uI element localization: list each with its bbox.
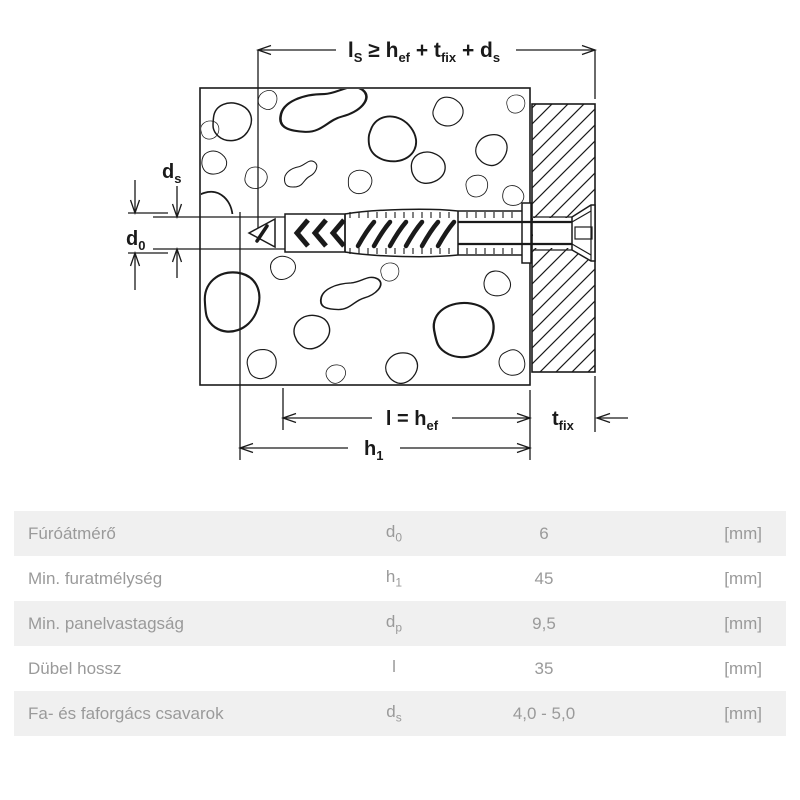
table-row [14,511,786,556]
dim-h1-label: $h_1$ [364,438,384,463]
dim-l-hef-label: $l = h_{ef}$ [385,408,439,433]
row-value: 4,0 - 5,0 [512,703,576,723]
row-symbol: $d_0$ [385,522,403,545]
row-value: 45 [534,568,554,588]
dim-tfix-label: $t_{fix}$ [552,408,574,433]
row-value: 9,5 [532,613,556,633]
dim-ds-label: $d_s$ [162,161,182,186]
row-label: Min. furatmélység [28,568,163,588]
row-label: Fúróátmérő [28,523,116,543]
table-row [14,601,786,646]
table-row [14,646,786,691]
row-symbol: $d_s$ [386,702,402,725]
row-value: 35 [534,658,554,678]
row-symbol: $d_p$ [385,612,403,635]
formula-ls-label: $l_S \ge h_{ef} + t_{fix} + d_s$ [347,39,501,65]
row-unit: [mm] [724,568,762,588]
table-row [14,556,786,601]
row-label: Dübel hossz [28,658,122,678]
row-symbol: $h_1$ [385,567,403,590]
row-value: 6 [539,523,549,543]
dim-d0-label: $d_0$ [126,228,146,253]
row-label: Fa- és faforgács csavarok [28,703,224,723]
row-unit: [mm] [724,703,762,723]
dowel-collar [522,203,531,263]
row-unit: [mm] [724,613,762,633]
spec-table [14,511,786,736]
row-unit: [mm] [724,523,762,543]
row-symbol: l [392,657,396,677]
concrete-block [183,85,531,387]
row-label: Min. panelvastagság [28,613,184,633]
table-row [14,691,786,736]
row-unit: [mm] [724,658,762,678]
